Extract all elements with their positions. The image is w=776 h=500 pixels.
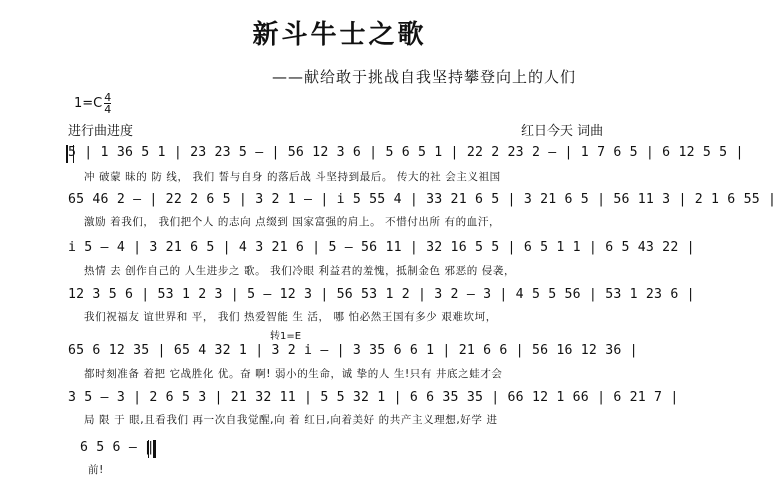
time-signature-top: 4: [104, 91, 112, 104]
notation-line: 12 3 5 6 | 53 1 2 3 | 5 — 12 3 | 56 53 1 2 | 3 2 — 3 | 4 5 5 56 | 53 1 23 6 |: [68, 287, 695, 302]
time-signature: [104, 92, 111, 115]
notation-line: 65 6 12 35 | 65 4 32 1 | 3 2 i — | 3 35 6 6 1 | 21 6 6 | 56 16 12 36 |: [68, 343, 638, 358]
tempo-marking: 进行曲进度: [68, 124, 134, 139]
lyric-line: 激励 着我们， 我们把个人 的志向 点缀到 国家富强的肩上。 不惜付出所 有的血汗，: [84, 216, 501, 228]
song-subtitle: ——献给敢于挑战自我坚持攀登向上的人们: [272, 68, 577, 86]
notation-line: 5 | 1 36 5 1 | 23 23 5 — | 56 12 3 6 | 5 6 5 1 | 22 2 23 2 — | 1 7 6 5 | 6 12 5 5 |: [68, 145, 744, 160]
notation-line: 3 5 — 3 | 2 6 5 3 | 21 32 11 | 5 5 32 1 | 6 6 35 35 | 66 12 1 66 | 6 21 7 |: [68, 390, 679, 405]
time-signature-bottom: 4: [104, 103, 112, 116]
lyric-line: 局 限 于 眼,且看我们 再一次自我觉醒,向 着 红日,向着美好 的共产主义理想,好学 进: [84, 414, 498, 426]
lyric-line: 都时刻准备 着把 它战胜化 优。奋 啊! 弱小的生命，诚 挚的人 生!只有 井底之蛙才会: [84, 368, 503, 380]
key-label: 1=C: [74, 96, 103, 111]
lyric-line: 热情 去 创作自己的 人生进步之 歌。 我们冷眼 利益君的羞愧，抵制金色 邪恶的 侵袭，: [84, 265, 516, 277]
final-barline: [148, 440, 156, 458]
song-title: 新斗牛士之歌: [252, 20, 427, 50]
notation-line: 6 5 6 — ‖: [80, 440, 154, 455]
lyric-line: 冲 破蒙 昧的 防 线， 我们 誓与自身 的落后战 斗坚持到最后。 传大的社 会主义祖国: [84, 171, 501, 183]
notation-line: i 5 — 4 | 3 21 6 5 | 4 3 21 6 | 5 — 56 11 | 32 16 5 5 | 6 5 1 1 | 6 5 43 22 |: [68, 240, 695, 255]
key-signature: [74, 92, 111, 115]
modulation-marking: 转1=E: [270, 331, 302, 342]
lyric-line: 前!: [88, 464, 104, 476]
notation-line: 65 46 2 — | 22 2 6 5 | 3 2 1 — | i 5 55 4 | 33 21 6 5 | 3 21 6 5 | 56 11 3 | 2 1 6 55 |: [68, 192, 776, 207]
lyric-line: 我们祝福友 谊世界和 平， 我们 热爱智能 生 活， 哪 怕必然王国有多少 艰难坎坷，: [84, 311, 497, 323]
credit-text: 红日今天 词曲: [521, 124, 604, 139]
